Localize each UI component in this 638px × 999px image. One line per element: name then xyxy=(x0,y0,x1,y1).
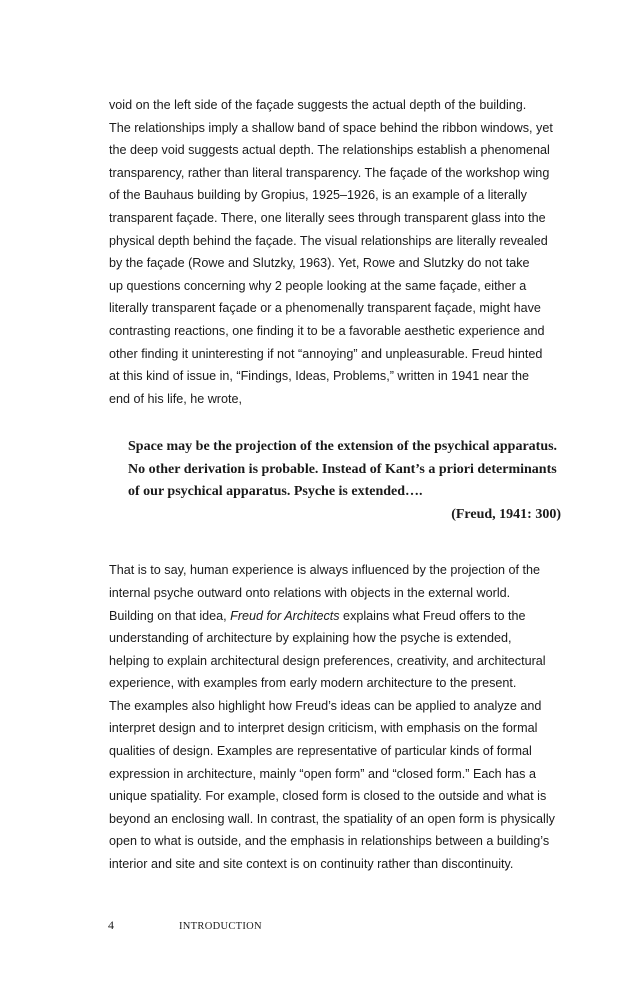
text-line: void on the left side of the façade suggests the actual depth of the building. xyxy=(109,98,527,112)
text-line: understanding of architecture by explaining how the psyche is extended, xyxy=(109,631,512,646)
text-line: other finding it uninteresting if not “annoying” and unpleasurable. Freud hinted xyxy=(109,346,543,361)
text-fragment: explains what Freud offers to the xyxy=(339,608,526,623)
text-line: transparent façade. There, one literally sees through transparent glass into the xyxy=(109,210,546,225)
text-line: the deep void suggests actual depth. The relationships establish a phenomenal xyxy=(109,143,550,158)
quote-citation: (Freud, 1941: 300) xyxy=(451,506,561,522)
paragraph-1 xyxy=(109,94,561,410)
running-head: INTRODUCTION xyxy=(179,921,262,932)
text-fragment: Building on that idea, xyxy=(109,608,231,623)
text-line: The examples also highlight how Freud’s ideas can be applied to analyze and xyxy=(109,698,542,713)
text-line: The relationships imply a shallow band of space behind the ribbon windows, yet xyxy=(109,120,553,135)
text-line: open to what is outside, and the emphasis in relationships between a building’s xyxy=(109,834,550,849)
text-line: interpret design and to interpret design criticism, with emphasis on the formal xyxy=(109,721,538,736)
text-line: literally transparent façade or a phenomenally transparent façade, might have xyxy=(109,301,541,316)
text-line: by the façade (Rowe and Slutzky, 1963). Yet, Rowe and Slutzky do not take xyxy=(109,256,530,271)
page-number: 4 xyxy=(108,918,114,932)
text-line: helping to explain architectural design preferences, creativity, and architectural xyxy=(109,653,546,668)
quote-line: Space may be the projection of the extension of the psychical apparatus. xyxy=(128,439,558,455)
text-line: qualities of design. Examples are representative of particular kinds of formal xyxy=(109,744,532,759)
text-line: That is to say, human experience is always influenced by the projection of the xyxy=(109,563,540,578)
text-line: beyond an enclosing wall. In contrast, the spatiality of an open form is physically xyxy=(109,811,555,826)
text-line: up questions concerning why 2 people looking at the same façade, either a xyxy=(109,278,527,293)
page-footer xyxy=(108,918,262,933)
text-line: expression in architecture, mainly “open form” and “closed form.” Each has a xyxy=(109,766,536,781)
text-line: unique spatiality. For example, closed form is closed to the outside and what is xyxy=(109,789,547,804)
text-line: contrasting reactions, one finding it to be a favorable aesthetic experience and xyxy=(109,323,545,338)
text-line-with-title xyxy=(109,605,561,628)
text-line: interior and site and site context is on continuity rather than discontinuity. xyxy=(109,857,514,872)
book-title: Freud for Architects xyxy=(230,608,340,623)
block-quote xyxy=(128,436,561,526)
paragraph-2 xyxy=(109,559,561,875)
text-line: transparency, rather than literal transparency. The façade of the workshop wing xyxy=(109,165,550,180)
text-line: of the Bauhaus building by Gropius, 1925–1926, is an example of a literally xyxy=(109,188,527,203)
text-line: physical depth behind the façade. The visual relationships are literally revealed xyxy=(109,233,548,248)
text-line: internal psyche outward onto relations with objects in the external world. xyxy=(109,585,511,600)
text-line: end of his life, he wrote, xyxy=(109,391,243,406)
text-line: at this kind of issue in, “Findings, Ideas, Problems,” written in 1941 near the xyxy=(109,369,530,384)
quote-line: No other derivation is probable. Instead of Kant’s a priori determinants xyxy=(128,461,557,477)
page-body xyxy=(109,94,561,876)
quote-line: of our psychical apparatus. Psyche is extended…. xyxy=(128,484,423,500)
text-line: experience, with examples from early modern architecture to the present. xyxy=(109,676,517,691)
